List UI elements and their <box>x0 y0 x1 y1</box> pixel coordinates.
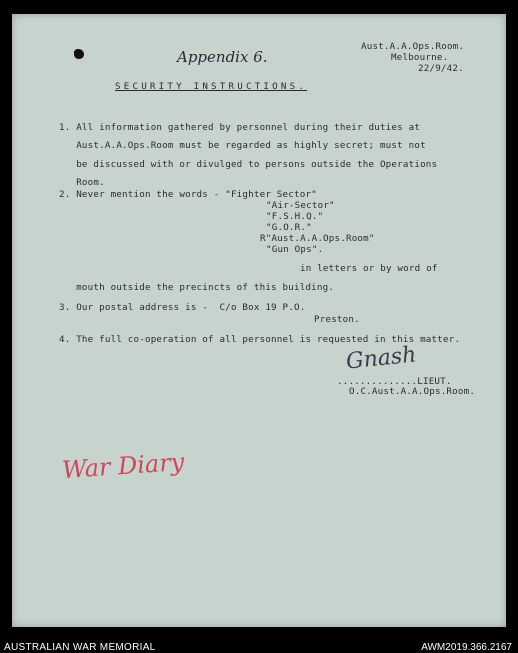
item3-line1: 3. Our postal address is - C/o Box 19 P.O. <box>59 302 306 313</box>
word-air-sector: "Air-Sector" <box>266 200 335 211</box>
appendix-annotation: Appendix 6. <box>177 48 268 66</box>
footer-reference: AWM2019.366.2167 <box>421 642 512 653</box>
header-city: Melbourne. <box>391 52 449 63</box>
signature: Gnash <box>344 342 418 375</box>
header-date: 22/9/42. <box>418 63 464 74</box>
item1-line3: be discussed with or divulged to persons outside the Operations <box>59 159 438 170</box>
word-gor: "G.O.R." <box>266 222 312 233</box>
word-fshq: "F.S.H.Q." <box>266 211 324 222</box>
item2-line1: 2. Never mention the words - "Fighter Sector" <box>59 189 317 200</box>
document-title: SECURITY INSTRUCTIONS. <box>115 81 308 92</box>
item3-line2: Preston. <box>314 314 360 325</box>
item1-line2: Aust.A.A.Ops.Room must be regarded as highly secret; must not <box>59 140 426 151</box>
item1-line1: 1. All information gathered by personnel during their duties at <box>59 122 421 133</box>
punch-hole <box>74 49 84 59</box>
signature-title: O.C.Aust.A.A.Ops.Room. <box>349 386 476 397</box>
footer <box>0 632 518 653</box>
word-ops-room: R"Aust.A.A.Ops.Room" <box>260 233 375 244</box>
footer-source: AUSTRALIAN WAR MEMORIAL <box>4 642 156 653</box>
item2-cont1: in letters or by word of <box>300 263 438 274</box>
document-page <box>12 14 506 627</box>
header-org: Aust.A.A.Ops.Room. <box>361 41 465 52</box>
word-gun-ops: "Gun Ops". <box>266 244 324 255</box>
signature-line: ..............LIEUT. <box>337 376 452 387</box>
war-diary-annotation: War Diary <box>61 447 186 485</box>
item2-cont2: mouth outside the precincts of this building. <box>59 282 335 293</box>
item4: 4. The full co-operation of all personnel is requested in this matter. <box>59 334 461 345</box>
item1-line4: Room. <box>59 177 105 188</box>
